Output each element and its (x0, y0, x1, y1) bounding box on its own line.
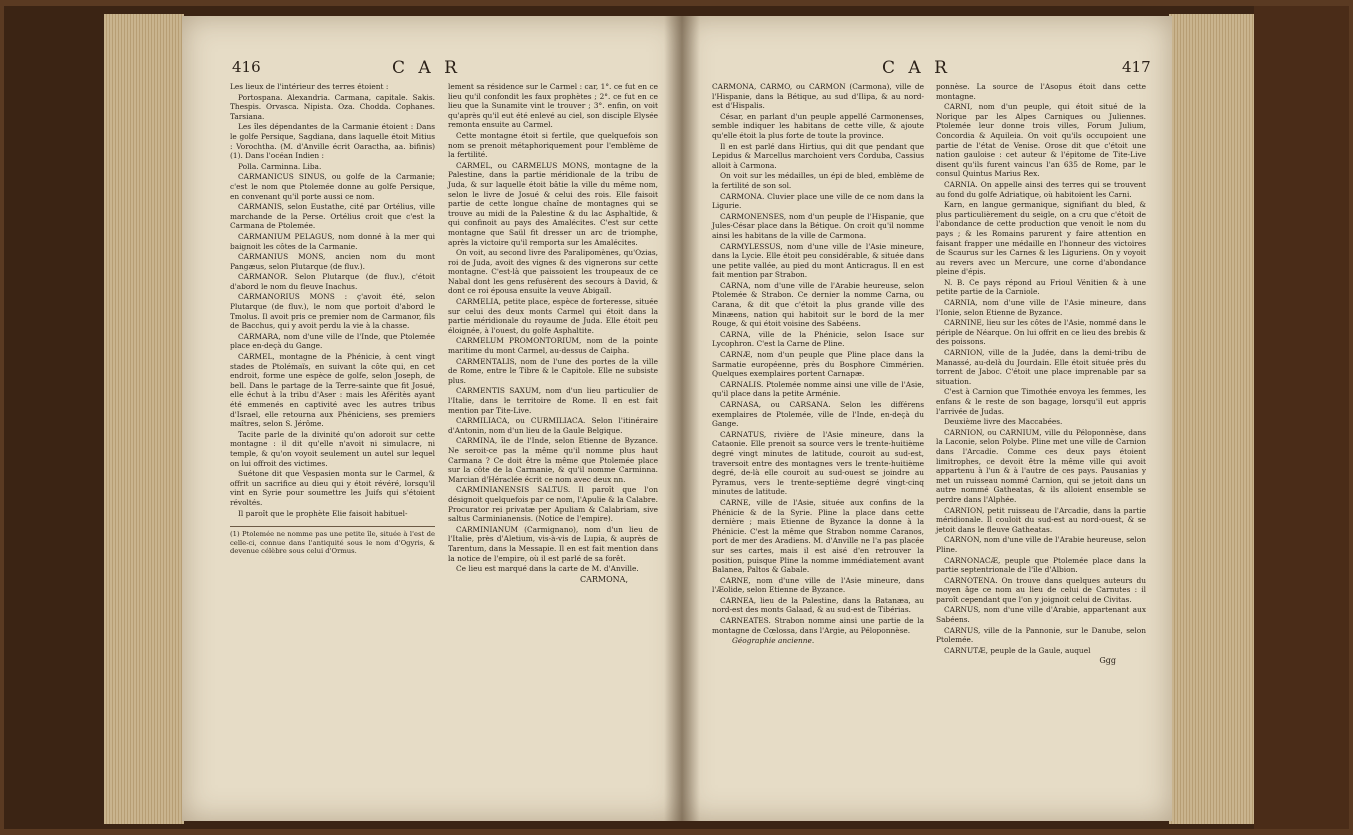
footnote: (1) Ptolemée ne nomme pas une petite île, située à l'est de celle-ci, connue dans l'antiquité sous le nom d'Ogyris, & devenue célèbre sous celui d'Ormus. (230, 526, 435, 556)
paragraph: CARMILIACA, ou CURMILIACA. Selon l'itinéraire d'Antonin, nom d'un lieu de la Gaule Belgique. (448, 416, 658, 435)
paragraph: CARMANOR. Selon Plutarque (de fluv.), c'étoit d'abord le nom du fleuve Inachus. (230, 272, 435, 291)
paragraph: CARMANIUS MONS, ancien nom du mont Pangæus, selon Plutarque (de fluv.). (230, 252, 435, 271)
footer-title: Géographie ancienne. (732, 636, 815, 646)
paragraph: CARMARA, nom d'une ville de l'Inde, que Ptolemée place en-deçà du Gange. (230, 331, 435, 351)
paragraph: CARNONACÆ, peuple que Ptolemée place dans la partie septentrionale de l'île d'Albion. (936, 555, 1146, 575)
paragraph: CARNION, ville de la Judée, dans la demi-tribu de Manassé, au-delà du Jourdain. Elle étoit située près du torrent de Jaboc. C'étoit une place imprenable par sa situation. (936, 348, 1146, 386)
paragraph: CARNASA, ou CARSANA. Selon les différens exemplaires de Ptolemée, ville de l'Inde, en-deçà du Gange. (712, 400, 924, 429)
left-column-2 (448, 82, 658, 584)
paragraph: Polla. Carminna. Liba. (238, 161, 322, 171)
paragraph: CARNÆ, nom d'un peuple que Pline place dans la Sarmatie européenne, près du Bosphore Cimmérien. Quelques exemplaires portent Carnapæ. (712, 350, 924, 379)
paragraph: CARMENTALIS, nom de l'une des portes de la ville de Rome, entre le Tibre & le Capitole. Elle ne subsiste plus. (448, 356, 658, 385)
paragraph: CARNA, nom d'une ville de l'Arabie heureuse, selon Ptolemée & Strabon. Ce dernier la nomme Carna, ou Carana, & dit que c'étoit la plus grande ville des Minæens, nation qui habitoit sur le bord de la mer Rouge, & qui étoit voisine des Sabéens. (712, 280, 924, 329)
book-spread (4, 6, 1349, 829)
paragraph: Il en est parlé dans Hirtius, qui dit que pendant que Lepidus & Marcellus marchoient vers Corduba, Cassius alloit à Carmona. (712, 141, 924, 170)
right-column-2 (936, 82, 1146, 666)
paragraph: lement sa résidence sur le Carmel : car, 1°. ce fut en ce lieu qu'il confondit les faux prophètes ; 2°. ce fut en ce lieu que la Sunamite vint le trouver ; 3°. enfin, on voit qu'après qu'il eut été enlevé au ciel, son disciple Elysée remonta ensuite au Carmel. (448, 82, 658, 130)
paragraph: CARNE, ville de l'Asie, située aux confins de la Phénicie & de la Syrie. Pline la place dans cette dernière ; mais Etienne de Byzance la donne à la Phénicie. C'est la même que Strabon nomme Caranos, port de mer des Aradiens. M. d'Anville ne l'a pas placée sur ses cartes, mais il est aisé d'en retrouver la position, puisque Pline la nomme immédiatement avant Balanea, Paltos & Gabale. (712, 497, 924, 575)
paragraph: CARNUS, nom d'une ville d'Arabie, appartenant aux Sabéens. (936, 605, 1146, 625)
page-edges-left (104, 14, 184, 824)
page-edges-right (1169, 14, 1259, 824)
paragraph: CARNINE, lieu sur les côtes de l'Asie, nommé dans le périple de Néarque. On lui offrit en ce lieu des brebis & des poissons. (936, 318, 1146, 347)
paragraph: Suétone dit que Vespasien monta sur le Carmel, & offrit un sacrifice au dieu qui y étoit révéré, lorsqu'il vint en Syrie pour soumettre les Juifs qui s'étoient révoltés. (230, 469, 435, 507)
paragraph: CARNA, ville de la Phénicie, selon Isace sur Lycophron. C'est la Carne de Pline. (712, 329, 924, 349)
paragraph: On voit sur les médailles, un épi de bled, emblème de la fertilité de son sol. (712, 171, 924, 190)
paragraph: CARMANIUM PELAGUS, nom donné à la mer qui baignoit les côtes de la Carmanie. (230, 231, 435, 251)
paragraph: ponnèse. La source de l'Asopus étoit dans cette montagne. (936, 82, 1146, 101)
paragraph: CARMONA, CARMO, ou CARMON (Carmona), ville de l'Hispanie, dans la Bétique, au sud d'Ilipa, & au nord-est d'Hispalis. (712, 82, 924, 111)
book-cover (1254, 6, 1349, 829)
paragraph: CARNALIS. Ptolemée nomme ainsi une ville de l'Asie, qu'il place dans la petite Arménie. (712, 379, 924, 399)
page-number: 417 (1122, 58, 1151, 76)
running-header: C A R (392, 58, 461, 78)
left-column-1 (230, 82, 435, 556)
paragraph: CARNION, ou CARNIUM, ville du Péloponnèse, dans la Laconie, selon Polybe. Pline met une ville de Carnion dans l'Arcadie. Comme ces deux pays étoient limitrophes, ce devoit être la même ville qui avoit appartenu à l'un & à l'autre de ces pays. Pausanias y met un ruisseau nommé Carnion, qui se jetoit dans un autre nommé Gatheatas, & ils alloient ensemble se perdre dans l'Alphée. (936, 427, 1146, 504)
paragraph: C'est à Carnion que Timothée envoya les femmes, les enfans & le reste de son bagage, lorsqu'il eut appris l'arrivée de Judas. (936, 387, 1146, 416)
paragraph: Les lieux de l'intérieur des terres étoient : (230, 82, 389, 91)
paragraph: CARMINA, île de l'Inde, selon Etienne de Byzance. Ne seroit-ce pas la même qu'il nomme plus haut Carmana ? Ce doit être la même que Ptolemée place sur la côte de la Carmanie, & qu'il nomme Carminna. Marcian d'Héraclée écrit ce nom avec deux nn. (448, 436, 658, 484)
paragraph: CARNOTENA. On trouve dans quelques auteurs du moyen âge ce nom au lieu de celui de Carnutes : il paroît cependant que l'on y joignoit celui de Civitas. (936, 575, 1146, 604)
paragraph: CARMONENSES, nom d'un peuple de l'Hispanie, que Jules-César place dans la Bétique. On croit qu'il nomme ainsi les habitans de la ville de Carmona. (712, 211, 924, 240)
paragraph: CARMELUM PROMONTORIUM, nom de la pointe maritime du mont Carmel, au-dessus de Caipha. (448, 336, 658, 356)
paragraph: CARNEATES. Strabon nomme ainsi une partie de la montagne de Cœlossa, dans l'Argie, au Péloponnèse. (712, 616, 924, 635)
paragraph: CARNIA, nom d'une ville de l'Asie mineure, dans l'Ionie, selon Etienne de Byzance. (936, 298, 1146, 317)
paragraph: César, en parlant d'un peuple appellé Carmonenses, semble indiquer les habitans de cette ville, & ajoute qu'elle étoit la plus forte de toute la province. (712, 111, 924, 140)
paragraph: Deuxième livre des Maccabées. (944, 417, 1063, 427)
paragraph: CARMANORIUS MONS : ç'avoit été, selon Plutarque (de fluv.), le nom que portoit d'abord le Tmolus. Il avoit pris ce premier nom de Carmanor, fils de Bacchus, qui y avoit perdu la vie à la chasse. (230, 292, 435, 331)
paragraph: CARMEL, montagne de la Phénicie, à cent vingt stades de Ptolémaïs, en suivant la côte qui, en cet endroit, forme une espèce de golfe, selon Joseph, de bell. Dans le partage de la Terre-sainte que fit Josué, elle échut à la tribu d'Aser : mais les Aféritès ayant été emmenés en captivité avec les autres tribus d'Israel, elle retourna aux Phéniciens, ses premiers maîtres, selon S. Jérôme. (230, 352, 435, 429)
signature-mark: Ggg (1099, 656, 1116, 666)
paragraph: CARNE, nom d'une ville de l'Asie mineure, dans l'Æolide, selon Etienne de Byzance. (712, 575, 924, 595)
running-header: C A R (882, 58, 951, 78)
right-column-1 (712, 82, 924, 646)
paragraph: CARMONA. Cluvier place une ville de ce nom dans la Ligurie. (712, 191, 924, 211)
paragraph: Karn, en langue germanique, signifiant du bled, & plus particulièrement du seigle, on a cru que c'étoit de l'abondance de cette production que venoit le nom du pays ; & les Romains parurent y faire attention en faisant frapper une médaille en l'honneur des victoires de Scaurus sur les Carnes & les Liguriens. On y voyoit au revers avec un Mercure, une corne d'abondance pleine d'épis. (936, 200, 1146, 277)
catchword: CARMONA, (580, 574, 628, 584)
paragraph: Il paroît que le prophète Elie faisoit habituel- (238, 508, 408, 518)
paragraph: CARMINIANENSIS SALTUS. Il paroît que l'on désignoit quelquefois par ce nom, l'Apulie & la Calabre. Procurator rei privatæ per Apuliam & Calabriam, sive saltus Carminianensis. (Notice de l'empire). (448, 485, 659, 524)
paragraph: Tacite parle de la divinité qu'on adoroit sur cette montagne : il dit qu'elle n'avoit ni simulacre, ni temple, & qu'on voyoit seulement un autel sur lequel on lui offroit des victimes. (230, 429, 435, 468)
paragraph: CARNI, nom d'un peuple, qui étoit situé de la Norique par les Alpes Carniques ou Juliennes. Ptolemée leur donne trois villes, Forum Julium, Concordia & Aquileia. On voit qu'ils occupoient une partie de l'état de Venise. Orose dit que c'étoit une nation gauloise : cet auteur & l'épitome de Tite-Live disent qu'ils furent vaincus l'an 635 de Rome, par le consul Quintus Marius Rex. (936, 102, 1146, 179)
paragraph: CARMEL, ou CARMELUS MONS, montagne de la Palestine, dans la partie méridionale de la tribu de Juda, & sur laquelle étoit bâtie la ville du même nom, selon le livre de Josué & celui des rois. Elle faisoit partie de cette longue chaîne de montagnes qui se trouve au midi de la Palestine & du lac Asphaltide, & qui confinoit au pays des Amalécites. C'est sur cette montagne que Saül fit dresser un arc de triomphe, après la victoire qu'il remporta sur les Amalécites. (448, 160, 658, 247)
paragraph: N. B. Ce pays répond au Frioul Vénitien & à une petite partie de la Carniole. (936, 277, 1146, 297)
page-number: 416 (232, 58, 261, 76)
left-page (182, 16, 682, 821)
paragraph: CARNUTÆ, peuple de la Gaule, auquel (944, 645, 1091, 655)
paragraph: CARMYLESSUS, nom d'une ville de l'Asie mineure, dans la Lycie. Elle étoit peu considérable, & située dans une petite vallée, au pied du mont Anticragus. Il en est fait mention par Strabon. (712, 241, 924, 280)
paragraph: Portospana. Alexandria. Carmana, capitale. Sakis. Thespis. Orvasca. Nipista. Oza. Chodda. Cophanes. Tarsiana. (230, 92, 435, 121)
paragraph: CARNEA, lieu de la Palestine, dans la Batanæa, au nord-est des monts Galaad, & au sud-est de Tibérias. (712, 595, 924, 615)
paragraph: Ce lieu est marqué dans la carte de M. d'Anville. (456, 564, 639, 574)
paragraph: CARMELIA, petite place, espèce de forteresse, située sur celui des deux monts Carmel qui étoit dans la partie méridionale du royaume de Juda. Elle étoit peu éloignée, à l'ouest, du golfe Asphaltite. (448, 297, 658, 335)
paragraph: Les îles dépendantes de la Carmanie étoient : Dans le golfe Persique, Sagdiana, dans laquelle étoit Mitius : Vorochtha. (M. d'Anville écrit Oaractha, aa. bifinis) (1). Dans l'océan Indien : (230, 122, 435, 161)
paragraph: CARNON, nom d'une ville de l'Arabie heureuse, selon Pline. (936, 535, 1146, 554)
right-page (682, 16, 1172, 821)
paragraph: CARMANIS, selon Eustathe, cité par Ortélius, ville marchande de la Perse. Ortélius croit que c'est la Carmana de Ptolemée. (230, 202, 435, 231)
paragraph: CARMENTIS SAXUM, nom d'un lieu particulier de l'Italie, dans le territoire de Rome. Il en est fait mention par Tite-Live. (448, 386, 658, 415)
paragraph: CARNIA. On appelle ainsi des terres qui se trouvent au fond du golfe Adriatique, où habitoient les Carni. (936, 179, 1146, 199)
paragraph: CARMANICUS SINUS, ou golfe de la Carmanie; c'est le nom que Ptolemée donne au golfe Persique, en convenant qu'il porte aussi ce nom. (230, 172, 435, 201)
paragraph: CARNATUS, rivière de l'Asie mineure, dans la Cataonie. Elle prenoit sa source vers le trente-huitième degré vingt minutes de latitude, couroit au sud-est, traversoit entre des montagnes vers le trente-huitième degré, de-là elle couroit au sud-ouest se joindre au Pyramus, vers le trente-septième degré vingt-cinq minutes de latitude. (712, 429, 924, 497)
paragraph: CARNION, petit ruisseau de l'Arcadie, dans la partie méridionale. Il couloit du sud-est au nord-ouest, & se jetoit dans le fleuve Gatheatas. (936, 505, 1146, 534)
paragraph: On voit, au second livre des Paralipomènes, qu'Ozias, roi de Juda, avoit des vignes & des vignerons sur cette montagne. C'est-là que paissoient les troupeaux de ce Nabal dont les gens refusèrent des secours à David, & dont ce roi épousa ensuite la veuve Abigaïl. (448, 248, 658, 296)
paragraph: CARNUS, ville de la Pannonie, sur le Danube, selon Ptolemée. (936, 625, 1146, 645)
paragraph: Cette montagne étoit si fertile, que quelquefois son nom se prenoit métaphoriquement pour l'emblème de la fertilité. (448, 130, 658, 160)
paragraph: CARMINIANUM (Carmignano), nom d'un lieu de l'Italie, près d'Aletium, vis-à-vis de Lupia, & auprès de Tarentum, dans la Messapie. Il en est fait mention dans la notice de l'empire, où il est parlé de sa forêt. (448, 524, 658, 563)
